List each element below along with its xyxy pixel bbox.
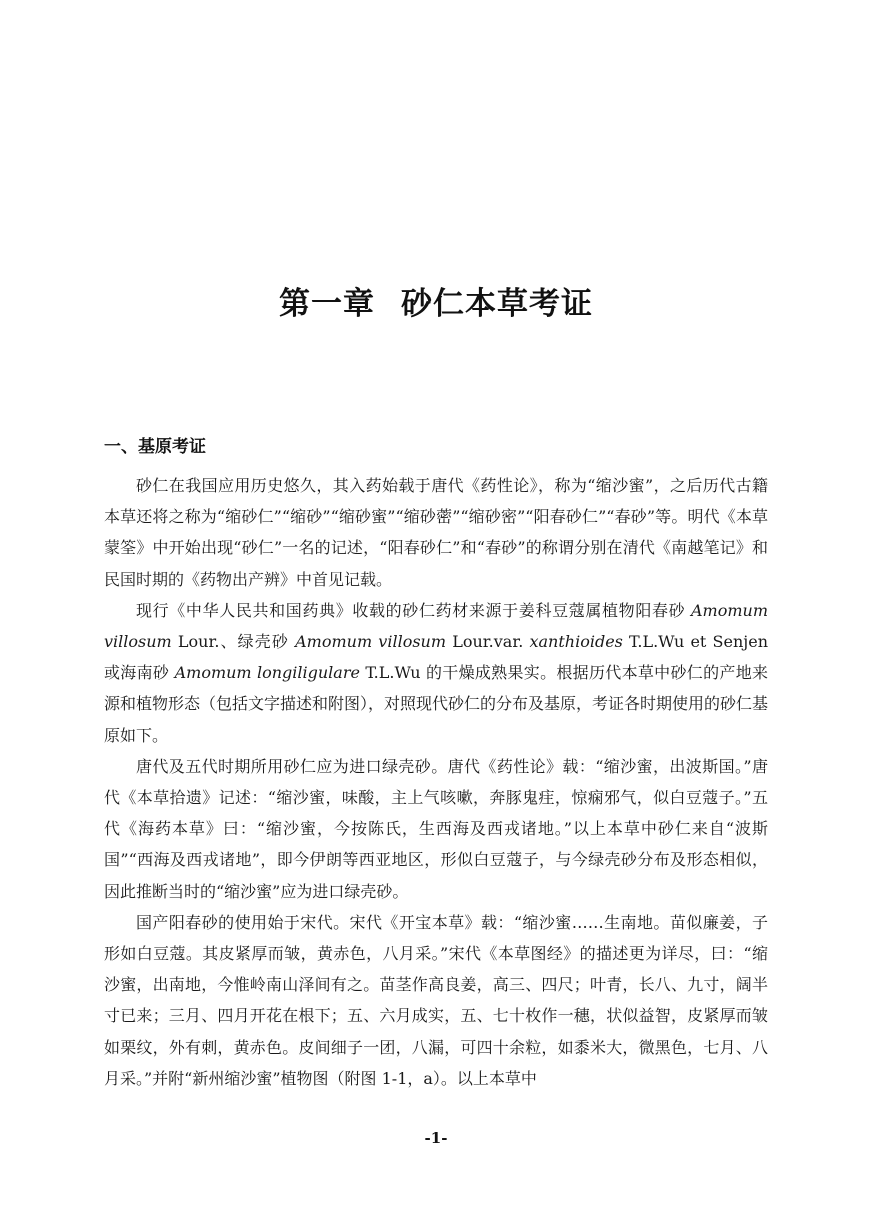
paragraph-2-text: 现行《中华人民共和国药典》收载的砂仁药材来源于姜科豆蔻属植物阳春砂 — [136, 600, 691, 620]
paragraph-2-text: Lour.var. — [446, 632, 530, 652]
paragraph-3: 唐代及五代时期所用砂仁应为进口绿壳砂。唐代《药性论》载：“缩沙蜜，出波斯国。”唐代《本草拾遗》记述：“缩沙蜜，味酸，主上气咳嗽，奔豚鬼疰，惊痫邪气，似白豆蔻子。”五代《海药本草》曰：“缩沙蜜，今按陈氏，生西海及西戎诸地。”以上本草中砂仁来自“波斯国”“西海及西戎诸地”，即今伊朗等西亚地区，形似白豆蔻子，与今绿壳砂分布及形态相似，因此推断当时的“缩沙蜜”应为进口绿壳砂。 — [104, 756, 768, 901]
chapter-title — [0, 284, 872, 324]
paragraph-2 — [104, 595, 768, 751]
paragraph-2-text: T.L.Wu et Senjen 或海南砂 — [104, 632, 769, 683]
paragraph-4: 国产阳春砂的使用始于宋代。宋代《开宝本草》载：“缩沙蜜……生南地。苗似廉姜，子形如白豆蔻。其皮紧厚而皱，黄赤色，八月采。”宋代《本草图经》的描述更为详尽，曰：“缩沙蜜，出南地，今惟岭南山泽间有之。苗茎作高良姜，高三、四尺；叶青，长八、九寸，阔半寸已来；三月、四月开花在根下；五、六月成实，五、七十枚作一穗，状似益智，皮紧厚而皱如栗纹，外有刺，黄赤色。皮间细子一团，八漏，可四十余粒，如黍米大，微黑色，七月、八月采。”并附“新州缩沙蜜”植物图（附图 1-1，a）。以上本草中 — [104, 912, 768, 1088]
paragraph-1: 砂仁在我国应用历史悠久，其入药始载于唐代《药性论》，称为“缩沙蜜”，之后历代古籍本草还将之称为“缩砂仁”“缩砂”“缩砂蜜”“缩砂蔤”“缩砂密”“阳春砂仁”“春砂”等。明代《本草蒙筌》中开始出现“砂仁”一名的记述，“阳春砂仁”和“春砂”的称谓分别在清代《南越笔记》和民国时期的《药物出产辨》中首见记载。 — [104, 476, 768, 589]
section-heading: 一、基原考证 — [104, 437, 206, 457]
latin-name: Amomum villosum — [295, 632, 447, 652]
latin-name: Amomum longiligulare — [174, 663, 360, 683]
paragraph-2-text: Lour.、绿壳砂 — [171, 632, 296, 652]
latin-name: Amomum villosum — [104, 600, 768, 652]
paragraph-2-text: T.L.Wu 的干燥成熟果实。根据历代本草中砂仁的产地来源和植物形态（包括文字描述和附图），对照现代砂仁的分布及基原，考证各时期使用的砂仁基原如下。 — [104, 663, 769, 745]
body-text — [104, 470, 768, 1094]
chapter-label: 第一章 — [279, 286, 375, 322]
page-number: -1- — [424, 1129, 448, 1147]
chapter-title-text: 砂仁本草考证 — [401, 286, 593, 322]
latin-name: xanthioides — [529, 632, 623, 652]
